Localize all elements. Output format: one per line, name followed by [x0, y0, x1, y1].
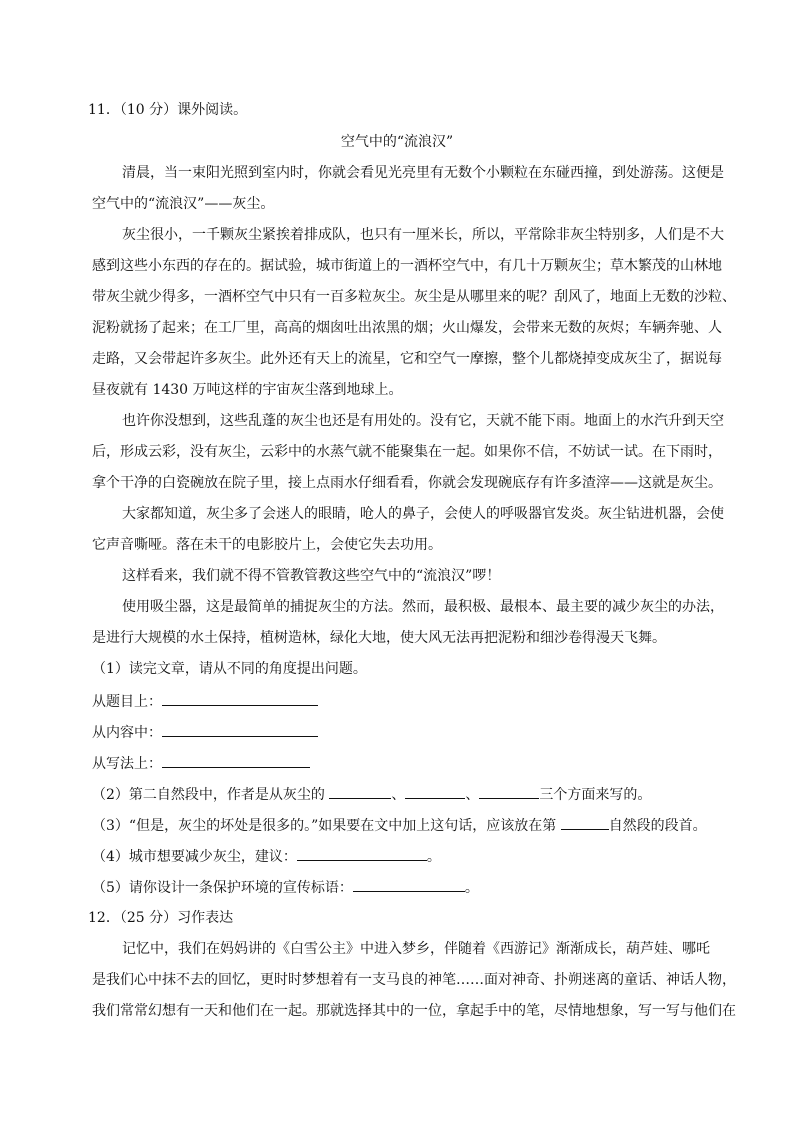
question-text: 自然段的段首。	[608, 818, 707, 834]
passage-line: 清晨，当一束阳光照到室内时，你就会看见光亮里有无数个小颗粒在东碰西撞，到处游荡。这便是	[122, 165, 724, 181]
answer-blank[interactable]	[329, 784, 391, 799]
answer-label: 从题目上：	[92, 694, 162, 710]
passage-line: 使用吸尘器，这是最简单的捕捉灰尘的方法。然而，最积极、最根本、最主要的减少灰尘的办法，	[122, 599, 724, 615]
answer-blank[interactable]	[162, 722, 318, 737]
answer-label: 从内容中：	[92, 725, 162, 741]
passage-line: 空气中的“流浪汉”——灰尘。	[92, 196, 275, 212]
passage-line: 带灰尘就少得多，一酒杯空气中只有一百多粒灰尘。灰尘是从哪里来的呢？刮风了，地面上无数的沙粒、	[92, 289, 736, 305]
passage-line: 拿个干净的白瓷碗放在院子里，接上点雨水仔细看看，你就会发现碗底存有许多渣滓——这就是灰尘。	[92, 475, 722, 491]
question-text: 。	[426, 849, 441, 865]
answer-blank[interactable]	[162, 691, 318, 706]
answer-blank[interactable]	[405, 784, 465, 799]
passage-line: 感到这些小东西的存在的。据试验，城市街道上的一酒杯空气中，有几十万颗灰尘；草木繁茂的山林地	[92, 258, 722, 274]
passage-line: 走路，又会带起许多灰尘。此外还有天上的流星，它和空气一摩擦，整个儿都烧掉变成灰尘了，据说每	[92, 351, 722, 367]
sub-question-5	[92, 877, 479, 898]
separator: 、	[465, 787, 480, 803]
passage-line: 它声音嘶哑。落在未干的电影胶片上，会使它失去功用。	[92, 537, 442, 553]
question-text: 三个方面来写的。	[539, 787, 652, 803]
question-text: （3）“但是，灰尘的坏处是很多的。”如果要在文中加上这句话，应该放在第	[92, 818, 557, 834]
answer-row-content	[92, 722, 318, 743]
answer-blank[interactable]	[297, 846, 427, 861]
essay-prompt-line: 我们常常幻想有一天和他们在一起。那就选择其中的一位，拿起手中的笔，尽情地想象，写一写与他们在	[92, 1003, 736, 1019]
answer-label: 从写法上：	[92, 756, 162, 772]
passage-line: 大家都知道，灰尘多了会迷人的眼睛，呛人的鼻子，会使人的呼吸器官发炎。灰尘钻进机器，会使	[122, 506, 724, 522]
question-text: （4）城市想要减少灰尘，建议：	[92, 849, 297, 865]
passage-line: 昼夜就有 1430 万吨这样的宇宙灰尘落到地球上。	[92, 382, 403, 398]
answer-blank[interactable]	[162, 753, 310, 768]
sub-question-1: （1）读完文章，请从不同的角度提出问题。	[92, 661, 367, 677]
question-12-header: 12．（25 分）习作表达	[88, 910, 234, 926]
question-text: 。	[464, 880, 479, 896]
essay-prompt-line: 记忆中，我们在妈妈讲的《白雪公主》中进入梦乡，伴随着《西游记》渐渐成长，葫芦娃、哪吒	[122, 941, 710, 957]
answer-row-title	[92, 691, 318, 712]
passage-line: 泥粉就扬了起来；在工厂里，高高的烟囱吐出浓黑的烟；火山爆发，会带来无数的灰烬；车辆奔驰、人	[92, 320, 722, 336]
passage-line: 灰尘很小，一千颗灰尘紧挨着排成队，也只有一厘米长，所以，平常除非灰尘特别多，人们是不大	[122, 227, 724, 243]
passage-line: 是进行大规模的水土保持，植树造林，绿化大地，使大风无法再把泥粉和细沙卷得漫天飞舞。	[92, 630, 666, 646]
passage-line: 也许你没想到，这些乱蓬的灰尘也还是有用处的。没有它，天就不能下雨。地面上的水汽升到天空	[122, 413, 724, 429]
answer-row-writing	[92, 753, 310, 774]
question-11-header: 11．（10 分）课外阅读。	[88, 102, 248, 118]
answer-blank[interactable]	[353, 877, 465, 892]
essay-prompt-line: 是我们心中抹不去的回忆，更时时梦想着有一支马良的神笔……面对神奇、扑朔迷离的童话、神话人物，	[92, 972, 736, 988]
answer-blank[interactable]	[561, 815, 609, 830]
sub-question-2	[92, 784, 651, 805]
sub-question-4	[92, 846, 441, 867]
passage-line: 这样看来，我们就不得不管教管教这些空气中的“流浪汉”啰！	[122, 568, 501, 584]
passage-line: 后，形成云彩，没有灰尘，云彩中的水蒸气就不能聚集在一起。如果你不信，不妨试一试。在下雨时，	[92, 444, 722, 460]
answer-blank[interactable]	[479, 784, 539, 799]
question-text: （2）第二自然段中，作者是从灰尘的	[92, 787, 325, 803]
separator: 、	[391, 787, 406, 803]
passage-title: 空气中的“流浪汉”	[340, 134, 454, 150]
sub-question-3	[92, 815, 707, 836]
question-text: （5）请你设计一条保护环境的宣传标语：	[92, 880, 353, 896]
